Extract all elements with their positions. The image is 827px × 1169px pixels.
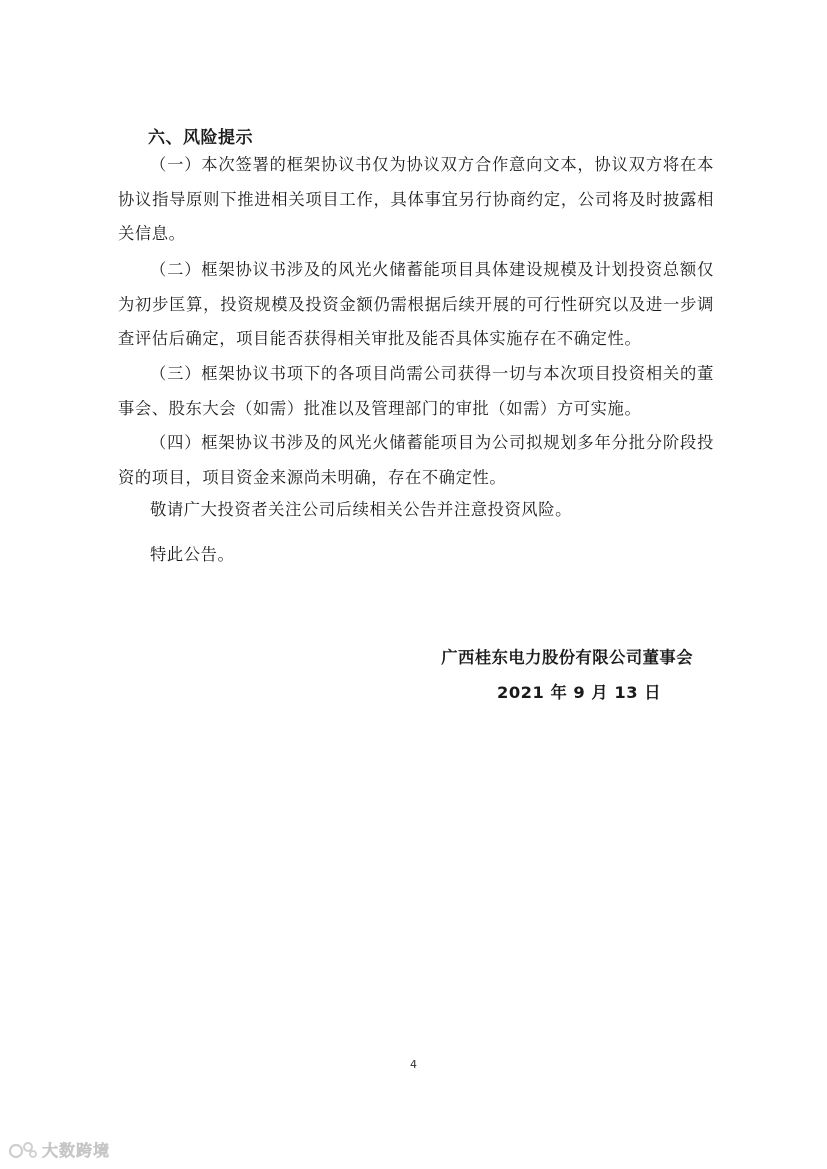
paragraph-notice: 敬请广大投资者关注公司后续相关公告并注意投资风险。 [150,500,573,519]
logo-icon [8,1139,38,1161]
signature: 广西桂东电力股份有限公司董事会 [441,648,693,667]
paragraph-risk-3: （三）框架协议书项下的各项目尚需公司获得一切与本次项目投资相关的董事会、股东大会（如需）批准以及管理部门的审批（如需）方可实施。 [118,364,714,418]
watermark-text: 大数跨境 [42,1141,111,1160]
signature-date: 2021 年 9 月 13 日 [497,683,661,702]
paragraph-risk-4: （四）框架协议书涉及的风光火储蓄能项目为公司拟规划多年分批分阶段投资的项目，项目资金来源尚未明确，存在不确定性。 [118,433,714,487]
section-heading: 六、风险提示 [148,128,253,148]
paragraph-closing: 特此公告。 [150,545,235,564]
watermark [8,1138,110,1161]
paragraph-risk-1: （一）本次签署的框架协议书仅为协议双方合作意向文本，协议双方将在本协议指导原则下推进相关项目工作，具体事宜另行协商约定，公司将及时披露相关信息。 [118,155,714,243]
page-number: 4 [410,1058,417,1071]
paragraph-risk-2: （二）框架协议书涉及的风光火储蓄能项目具体建设规模及计划投资总额仅为初步匡算，投资规模及投资金额仍需根据后续开展的可行性研究以及进一步调查评估后确定，项目能否获得相关审批及能否具体实施存在不确定性。 [118,260,714,348]
